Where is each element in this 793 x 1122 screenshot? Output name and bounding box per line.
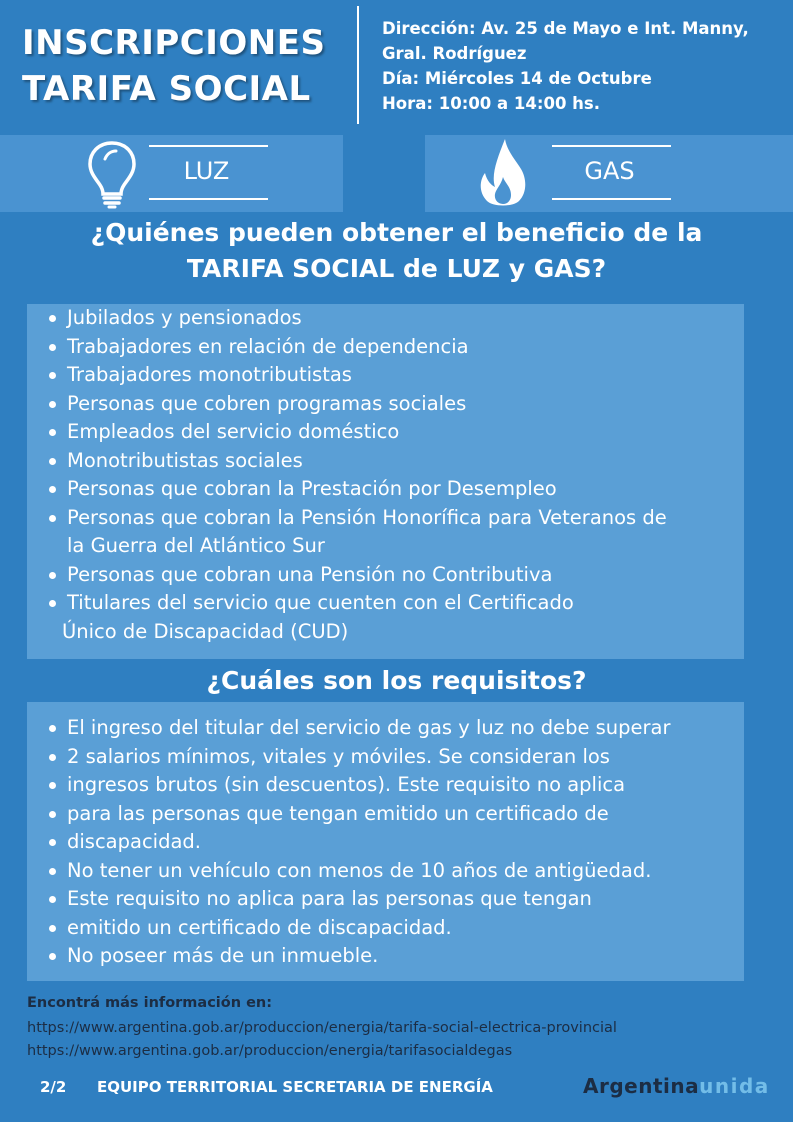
- list-item-text: Titulares del servicio que cuenten con el Certificado: [67, 591, 574, 614]
- list-item: [27, 361, 744, 390]
- list-item-text: Monotributistas sociales: [67, 448, 303, 472]
- requirements-list: [27, 702, 744, 971]
- requirements-panel: [27, 702, 744, 981]
- gas-label: GAS: [584, 157, 635, 185]
- gas-top-line: [552, 145, 671, 147]
- list-item: [27, 504, 744, 533]
- bullet: [49, 868, 56, 875]
- gas-bottom-line: [552, 198, 671, 200]
- bullet: [49, 372, 56, 379]
- list-item: [27, 589, 744, 618]
- list-item: [27, 561, 744, 590]
- list-item: [27, 857, 744, 886]
- title-line-1: INSCRIPCIONES: [22, 23, 326, 63]
- question-who-line-2: TARIFA SOCIAL de LUZ y GAS?: [186, 254, 607, 283]
- question-requirements: ¿Cuáles son los requisitos?: [206, 666, 587, 695]
- list-item-text: la Guerra del Atlántico Sur: [67, 534, 325, 557]
- event-day: Día: Miércoles 14 de Octubre: [382, 69, 652, 88]
- gas-box: [425, 135, 793, 212]
- list-item: [27, 390, 744, 419]
- list-item-text: Empleados del servicio doméstico: [67, 420, 400, 443]
- list-item-text: discapacidad.: [67, 830, 201, 853]
- url-gas[interactable]: https://www.argentina.gob.ar/produccion/energia/tarifasocialdegas: [27, 1043, 513, 1059]
- bullet: [49, 344, 56, 351]
- bullet: [49, 925, 56, 932]
- list-item-text: No tener un vehículo con menos de 10 años de antigüedad.: [67, 858, 652, 882]
- address-line-2: Gral. Rodríguez: [382, 44, 527, 63]
- beneficiaries-panel: [27, 304, 744, 659]
- list-item-text: Único de Discapacidad (CUD): [62, 619, 349, 643]
- list-item-text: 2 salarios mínimos, vitales y móviles. Se consideran los: [67, 744, 610, 768]
- list-item-text: para las personas que tengan emitido un certificado de: [67, 801, 609, 825]
- luz-box: [0, 135, 343, 212]
- event-hours: Hora: 10:00 a 14:00 hs.: [382, 94, 601, 113]
- list-item-continuation: [27, 532, 744, 561]
- list-item-text: No poseer más de un inmueble.: [67, 944, 379, 967]
- flame-icon: [477, 137, 529, 214]
- url-electric[interactable]: https://www.argentina.gob.ar/produccion/energia/tarifa-social-electrica-provincial: [27, 1020, 617, 1036]
- list-item-text: Personas que cobran una Pensión no Contributiva: [67, 562, 553, 586]
- bullet: [49, 782, 56, 789]
- list-item-text: Personas que cobran la Prestación por Desempleo: [67, 477, 557, 500]
- list-item: [27, 771, 744, 800]
- event-info: [382, 16, 749, 116]
- logo-text-argentina: Argentina: [583, 1074, 700, 1098]
- beneficiaries-list: [27, 304, 744, 646]
- list-item: [27, 418, 744, 447]
- bullet: [49, 515, 56, 522]
- logo-text-unida: unida: [699, 1074, 770, 1098]
- page-number: 2/2: [40, 1078, 67, 1096]
- argentina-unida-logo: [583, 1074, 770, 1098]
- bullet: [49, 839, 56, 846]
- list-item: [27, 475, 744, 504]
- bullet: [49, 725, 56, 732]
- list-item-text: Trabajadores en relación de dependencia: [67, 334, 469, 358]
- list-item-text: ingresos brutos (sin descuentos). Este requisito no aplica: [67, 773, 626, 796]
- team-name: EQUIPO TERRITORIAL SECRETARIA DE ENERGÍA: [97, 1078, 493, 1096]
- bullet: [49, 315, 56, 322]
- luz-label: LUZ: [183, 157, 230, 185]
- list-item-text: Trabajadores monotributistas: [67, 363, 352, 386]
- list-item-continuation: [27, 618, 744, 647]
- question-who: [0, 215, 793, 287]
- more-info-label: Encontrá más información en:: [27, 995, 273, 1011]
- list-item-text: Personas que cobren programas sociales: [67, 391, 467, 415]
- bullet: [49, 401, 56, 408]
- bullet: [49, 429, 56, 436]
- question-who-line-1: ¿Quiénes pueden obtener el beneficio de la: [90, 218, 703, 247]
- list-item: [27, 743, 744, 772]
- bullet: [49, 953, 56, 960]
- list-item-text: El ingreso del titular del servicio de gas y luz no debe superar: [67, 716, 671, 739]
- bullet: [49, 458, 56, 465]
- list-item-text: Este requisito no aplica para las personas que tengan: [67, 887, 592, 910]
- list-item: [27, 304, 744, 333]
- bullet: [49, 896, 56, 903]
- header-divider: [357, 6, 359, 124]
- bullet: [49, 600, 56, 607]
- list-item: [27, 914, 744, 943]
- list-item: [27, 714, 744, 743]
- title-line-2: TARIFA SOCIAL: [22, 69, 311, 109]
- main-title: [22, 20, 325, 112]
- list-item: [27, 942, 744, 971]
- list-item-text: Personas que cobran la Pensión Honorífica para Veteranos de: [67, 505, 667, 529]
- list-item: [27, 885, 744, 914]
- bullet: [49, 811, 56, 818]
- list-item: [27, 828, 744, 857]
- list-item: [27, 447, 744, 476]
- luz-top-line: [149, 145, 268, 147]
- list-item-text: Jubilados y pensionados: [67, 306, 302, 329]
- list-item: [27, 800, 744, 829]
- address-line-1: Dirección: Av. 25 de Mayo e Int. Manny,: [382, 19, 749, 38]
- list-item-text: emitido un certificado de discapacidad.: [67, 915, 452, 939]
- bullet: [49, 572, 56, 579]
- lightbulb-icon: [85, 139, 139, 214]
- bullet: [49, 486, 56, 493]
- luz-bottom-line: [149, 198, 268, 200]
- list-item: [27, 333, 744, 362]
- bullet: [49, 754, 56, 761]
